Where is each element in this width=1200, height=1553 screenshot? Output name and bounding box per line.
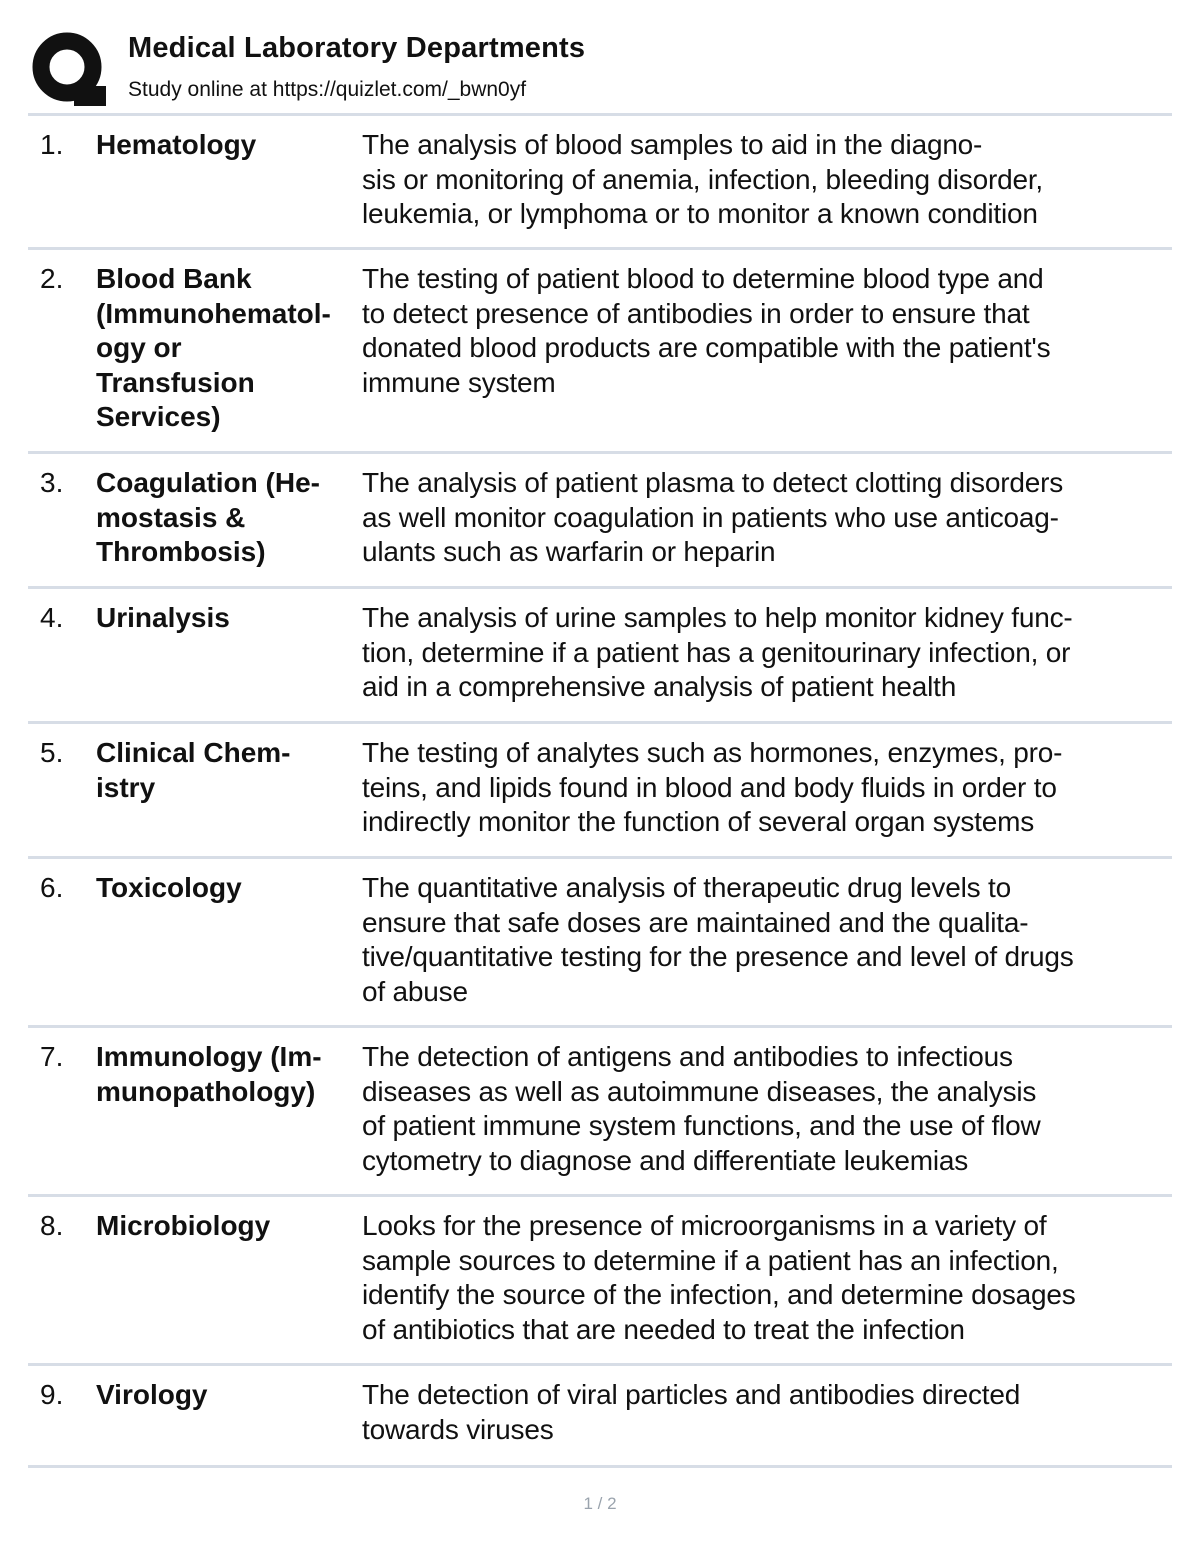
card-number: 3. [40,467,64,498]
card-term: Microbiology [96,1210,271,1241]
card-definition: The quantitative analysis of therapeutic drug levels to ensure that safe doses are maintained and the qualita- tive/quantitative testing for the presence and level of drugs of abuse [362,872,1074,1007]
flashcard-row [28,250,1172,454]
flashcard-list [28,116,1172,1468]
flashcard-row [28,454,1172,589]
quizlet-logo-icon [30,30,108,108]
card-term: Clinical Chem- istry [96,737,291,803]
card-definition: The testing of patient blood to determine blood type and to detect presence of antibodies in order to ensure that donated blood products are compatible with the patient's immune system [362,263,1051,398]
card-definition: The analysis of patient plasma to detect clotting disorders as well monitor coagulation in patients who use anticoag- ulants such as warfarin or heparin [362,467,1064,567]
card-definition: The analysis of blood samples to aid in the diagno- sis or monitoring of anemia, infection, bleeding disorder, leukemia, or lymphoma or to monitor a known condition [362,129,1044,229]
page-indicator: 1 / 2 [583,1494,617,1513]
card-number: 5. [40,737,64,768]
card-number: 1. [40,129,64,160]
card-definition: The analysis of urine samples to help monitor kidney func- tion, determine if a patient has a genitourinary infection, or aid in a comprehensive analysis of patient health [362,602,1073,702]
page-header [30,28,1172,110]
card-number: 6. [40,872,64,903]
flashcard-row [28,1366,1172,1468]
study-online-link[interactable]: Study online at https://quizlet.com/_bwn0yf [128,78,527,101]
flashcard-row [28,116,1172,250]
flashcard-row [28,859,1172,1028]
card-definition: The testing of analytes such as hormones, enzymes, pro- teins, and lipids found in blood and body fluids in order to indirectly monitor the function of several organ systems [362,737,1063,837]
card-term: Coagulation (He- mostasis & Thrombosis) [96,467,320,567]
card-term: Immunology (Im- munopathology) [96,1041,322,1107]
flashcard-row [28,1197,1172,1366]
card-term: Blood Bank (Immunohematol- ogy or Transfusion Services) [96,263,331,432]
card-term: Virology [96,1379,208,1410]
page-title: Medical Laboratory Departments [128,32,586,64]
flashcard-row [28,724,1172,859]
card-term: Urinalysis [96,602,230,633]
card-number: 2. [40,263,64,294]
card-definition: Looks for the presence of microorganisms in a variety of sample sources to determine if a patient has an infection, identify the source of the infection, and determine dosages of antibiotics that are needed to treat the infection [362,1210,1076,1345]
card-term: Toxicology [96,872,242,903]
card-number: 4. [40,602,64,633]
card-definition: The detection of viral particles and antibodies directed towards viruses [362,1379,1021,1445]
card-number: 7. [40,1041,64,1072]
card-number: 8. [40,1210,64,1241]
card-term: Hematology [96,129,257,160]
flashcard-row [28,589,1172,724]
card-definition: The detection of antigens and antibodies to infectious diseases as well as autoimmune diseases, the analysis of patient immune system functions, and the use of flow cytometry to diagnose and differentiate leukemias [362,1041,1041,1176]
flashcard-row [28,1028,1172,1197]
card-number: 9. [40,1379,64,1410]
